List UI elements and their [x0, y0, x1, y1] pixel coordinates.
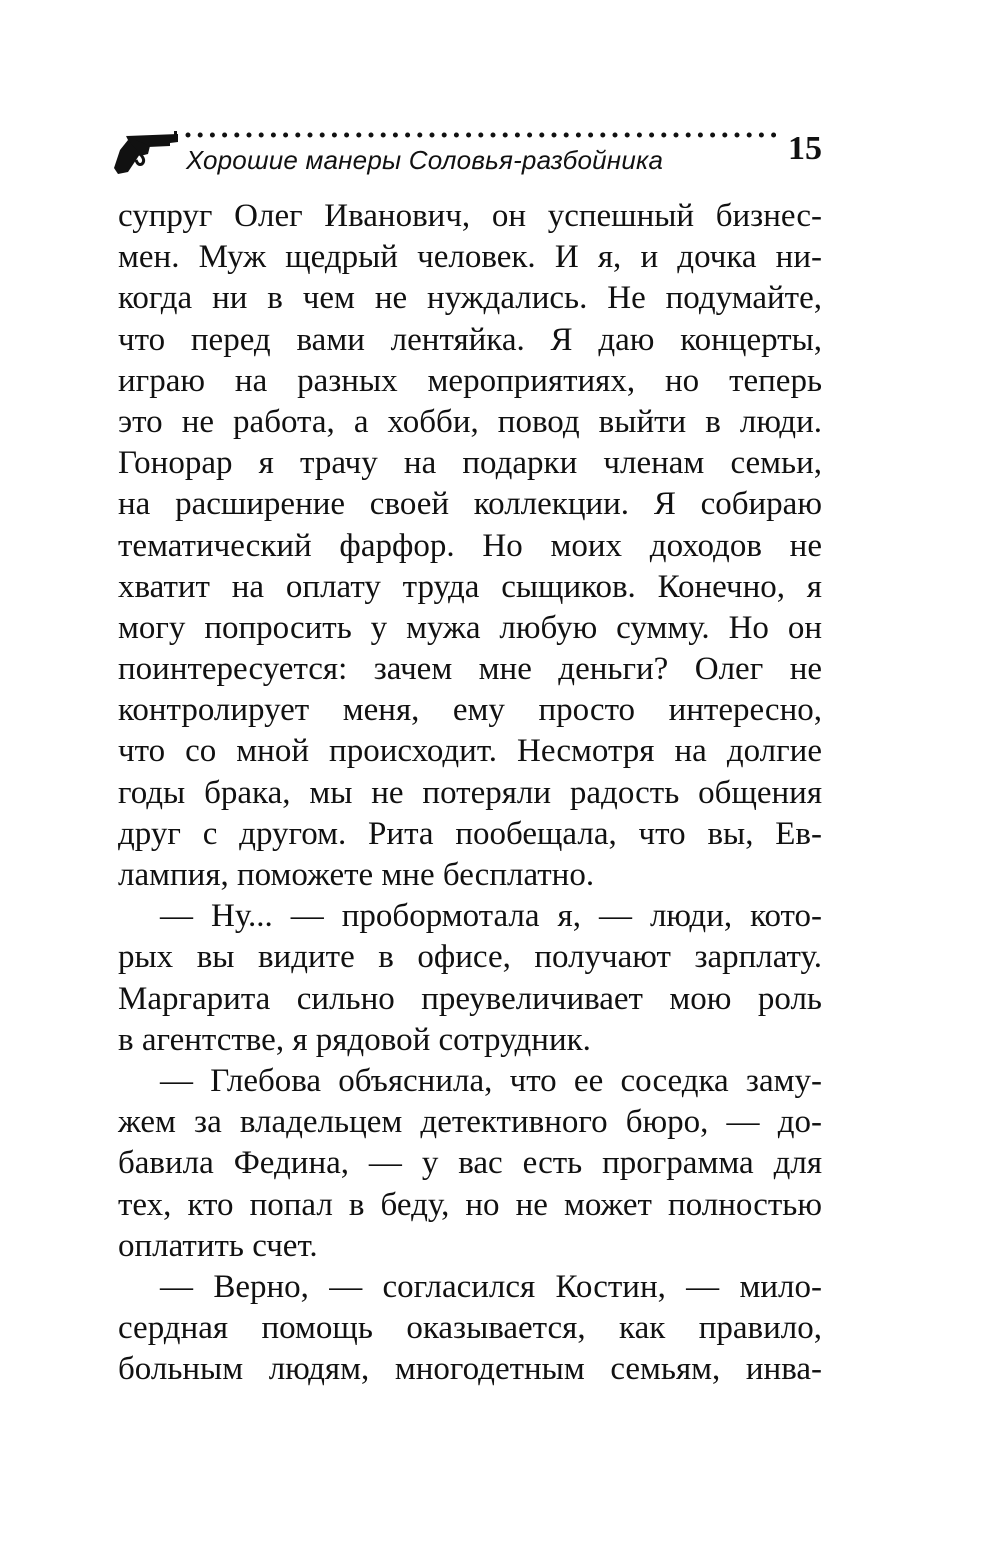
page-number: 15	[788, 130, 822, 167]
text-line: мен. Муж щедрый человек. И я, и дочка ни-	[118, 239, 822, 276]
body-text	[118, 196, 822, 1390]
text-line: сердная помощь оказывается, как правило,	[118, 1310, 822, 1347]
text-line: могу попросить у мужа любую сумму. Но он	[118, 609, 822, 646]
text-line: на расширение своей коллекции. Я собираю	[118, 486, 822, 523]
text-line: рых вы видите в офисе, получают зарплату.	[118, 939, 822, 976]
text-line: больным людям, многодетным семьям, инва-	[118, 1351, 822, 1388]
text-line: жем за владельцем детективного бюро, — до-	[118, 1104, 822, 1141]
text-line: — Ну... — пробормотала я, — люди, кото-	[160, 898, 822, 935]
text-line: — Глебова объяснила, что ее соседка заму-	[160, 1062, 822, 1099]
text-line: друг с другом. Рита пообещала, что вы, Ев-	[118, 815, 822, 852]
text-line: это не работа, а хобби, повод выйти в люди.	[118, 403, 822, 440]
running-header	[112, 118, 832, 188]
text-line: поинтересуется: зачем мне деньги? Олег не	[118, 651, 822, 688]
text-line: годы брака, мы не потеряли радость общения	[118, 774, 822, 811]
text-line: когда ни в чем не нуждались. Не подумайте,	[118, 280, 822, 317]
text-line: бавила Федина, — у вас есть программа для	[118, 1145, 822, 1182]
revolver-icon	[112, 130, 184, 178]
text-line: — Верно, — согласился Костин, — мило-	[160, 1268, 822, 1305]
text-line: хватит на оплату труда сыщиков. Конечно, я	[118, 568, 822, 605]
text-line: Гонорар я трачу на подарки членам семьи,	[118, 445, 822, 482]
text-line: контролирует меня, ему просто интересно,	[118, 692, 822, 729]
text-line: что со мной происходит. Несмотря на долгие	[118, 733, 822, 770]
text-line: тех, кто попал в беду, но не может полностью	[118, 1186, 822, 1223]
text-line: в агентстве, я рядовой сотрудник.	[118, 1021, 591, 1058]
running-title: Хорошие манеры Соловья-разбойника	[186, 145, 664, 175]
text-line: Маргарита сильно преувеличивает мою роль	[118, 980, 822, 1017]
text-line: супруг Олег Иванович, он успешный бизнес-	[118, 198, 822, 234]
text-line: тематический фарфор. Но моих доходов не	[118, 527, 822, 564]
text-line: играю на разных мероприятиях, но теперь	[118, 362, 822, 399]
text-line: лампия, поможете мне бесплатно.	[118, 857, 595, 893]
text-line: оплатить счет.	[118, 1227, 318, 1264]
text-line: что перед вами лентяйка. Я даю концерты,	[118, 321, 822, 358]
dotted-rule	[184, 130, 776, 140]
